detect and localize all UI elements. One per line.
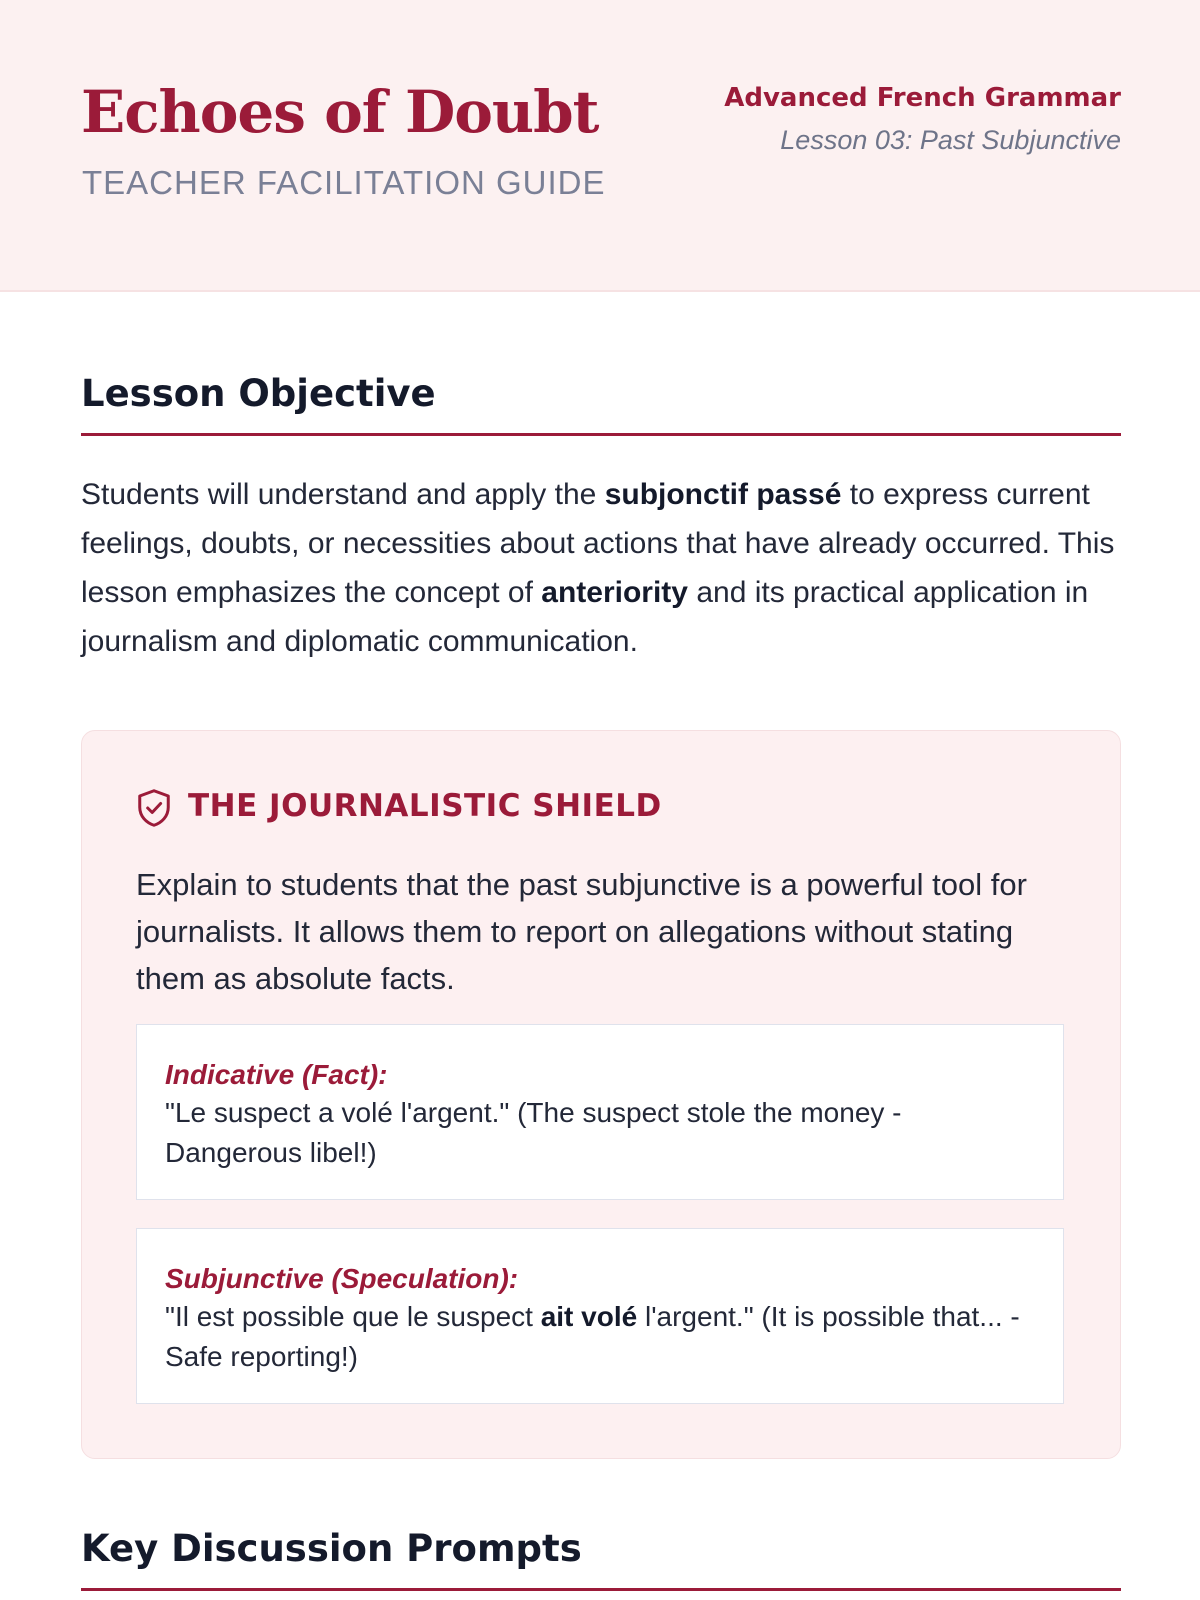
callout-description: Explain to students that the past subjunctive is a powerful tool for journalists. It allows them to report on allegations without stating them as absolute facts.: [136, 867, 1027, 996]
discussion-prompts-heading: Key Discussion Prompts: [81, 1527, 1121, 1591]
journalistic-shield-callout: [81, 730, 1121, 1459]
lesson-objective-text: [81, 470, 1121, 666]
example-label: Indicative (Fact):: [165, 1059, 388, 1090]
example-text-part: "Il est possible que le suspect: [165, 1301, 541, 1332]
objective-text-part: and its practical application in journalism and diplomatic communication.: [81, 576, 1089, 658]
example-highlight-ait-vole: ait volé: [540, 1301, 638, 1332]
shield-check-icon: [136, 788, 172, 828]
page-header: [0, 0, 1200, 292]
document-subtitle: TEACHER FACILITATION GUIDE: [82, 164, 606, 201]
callout-title: THE JOURNALISTIC SHIELD: [188, 788, 662, 824]
objective-term-anteriority: anteriority: [541, 576, 688, 609]
objective-text-part: Students will understand and apply the: [81, 478, 605, 511]
example-text-part: l'argent." (It is possible that... - Safe reporting!): [165, 1301, 1020, 1372]
example-text: "Le suspect a volé l'argent." (The suspect stole the money - Dangerous libel!): [165, 1097, 902, 1168]
example-card-indicative: [136, 1024, 1064, 1200]
lesson-label: Lesson 03: Past Subjunctive: [780, 125, 1121, 155]
objective-term-subjonctif-passe: subjonctif passé: [604, 478, 842, 511]
course-name: Advanced French Grammar: [724, 83, 1121, 113]
example-text: [165, 1297, 1035, 1377]
example-label: Subjunctive (Speculation):: [165, 1263, 519, 1294]
objective-text-part: to express current feelings, doubts, or necessities about actions that have already occurred. This lesson emphasizes the concept of: [81, 478, 1115, 609]
example-card-subjunctive: [136, 1228, 1064, 1404]
lesson-objective-heading: Lesson Objective: [81, 372, 1121, 436]
document-title: Echoes of Doubt: [81, 78, 599, 146]
